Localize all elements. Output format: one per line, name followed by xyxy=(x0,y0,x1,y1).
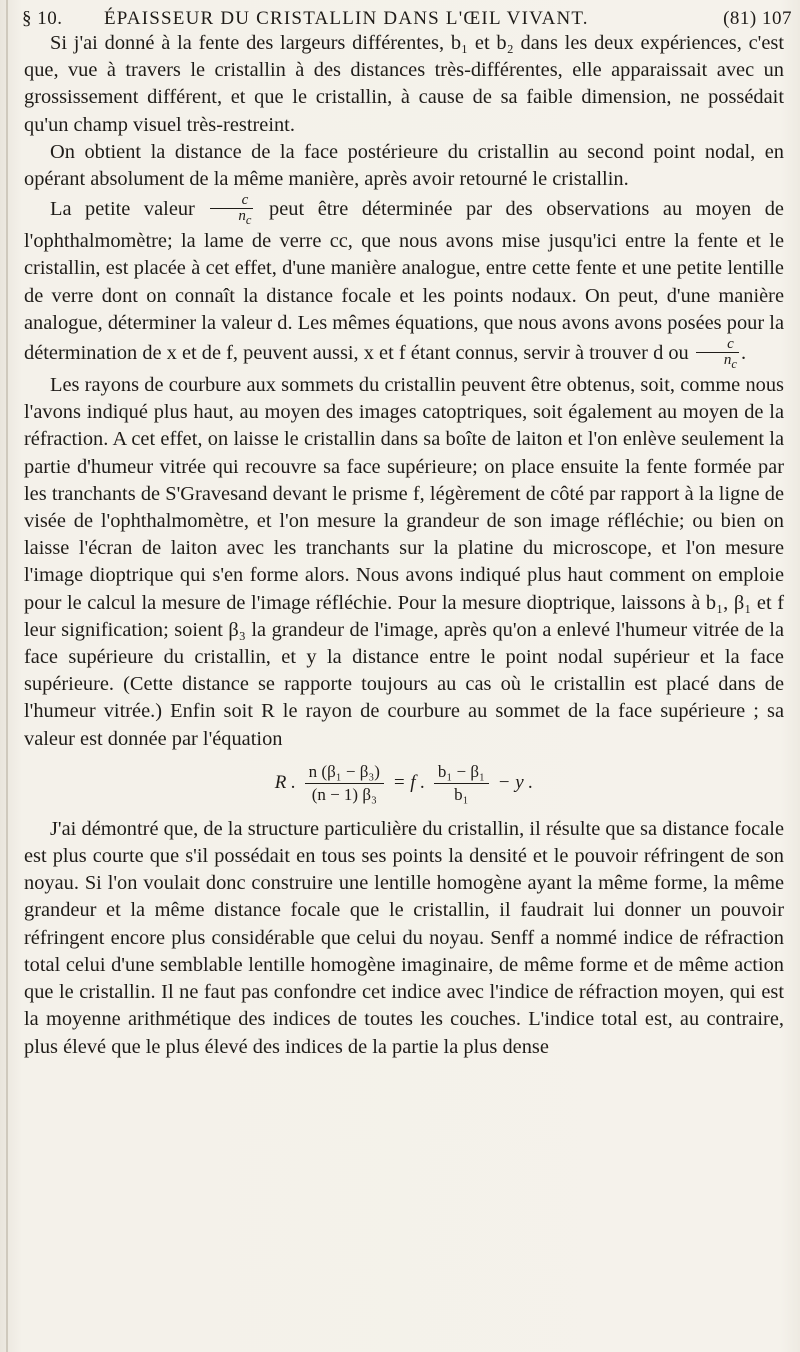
fraction-denominator-2 xyxy=(696,353,739,372)
curvature-equation xyxy=(24,761,784,806)
equation-fraction-1-num: n (β₁ − β₃) xyxy=(305,761,384,784)
fraction-den-subscript: c xyxy=(245,213,252,228)
equation-fraction-2 xyxy=(434,761,489,806)
fraction-den-subscript-2: c xyxy=(731,357,737,372)
body-text xyxy=(24,30,784,1061)
running-title: ÉPAISSEUR DU CRISTALLIN DANS L'ŒIL VIVANT. xyxy=(104,8,589,29)
fraction-numerator: c xyxy=(210,193,253,209)
equation-fraction-2-num: b₁ − β₁ xyxy=(434,761,489,784)
equation-fraction-1 xyxy=(305,761,384,806)
paragraph-5: J'ai démontré que, de la structure particulière du cristallin, il résulte que sa distance focale est plus courte que s'il possédait en tous ses points la densité et le pouvoir réfringent de son noyau. Si l'on voulait donc construire une lentille homogène ayant la même forme, la même grandeur et la même distance focale que le cristallin, il faudrait lui donner un pouvoir réfringent encore plus considérable que celui du noyau. Senff a nommé indice de réfraction total celui d'une semblable lentille homogène imaginaire, de même forme et de même action que le cristallin. Il ne faut pas confondre cet indice avec l'indice de réfraction moyen, qui est la moyenne arithmétique des indices de toutes les couches. L'indice total est, au contraire, plus élevé que le plus élevé des indices de la partie la plus dense xyxy=(24,817,784,1058)
fraction-c-over-nc xyxy=(210,193,253,228)
paragraph-3-end: . xyxy=(740,342,747,365)
paragraph-2: On obtient la distance de la face postérieure du cristallin au second point nodal, en opérant absolument de la même manière, après avoir retourné le cristallin. xyxy=(24,140,784,191)
equation-fraction-1-den: (n − 1) β₃ xyxy=(311,784,377,804)
fraction-c-over-nc-2 xyxy=(696,337,739,372)
fraction-den-main: n xyxy=(238,208,246,225)
fraction-den-main-2: n xyxy=(723,352,732,369)
section-number: § 10. xyxy=(22,8,63,29)
page-gutter xyxy=(6,0,8,1352)
equation-tail: − y . xyxy=(497,771,534,793)
paragraph-3 xyxy=(24,193,784,372)
equation-fraction-2-den: b₁ xyxy=(454,784,469,804)
fraction-denominator xyxy=(210,209,253,228)
paragraph-1: Si j'ai donné à la fente des largeurs différentes, b₁ et b₂ dans les deux expériences, c'est que, vue à travers le cristallin à des distances très-différentes, elle apparaissait avec un grossissement différent, et que le cristallin, à cause de sa faible dimension, ne possédait qu'un champ visuel très-restreint. xyxy=(24,32,784,136)
equation-equals: = f . xyxy=(392,771,426,793)
paragraph-4: Les rayons de courbure aux sommets du cristallin peuvent être obtenus, soit, comme nous l'avons indiqué plus haut, au moyen des images catoptriques, soit également au moyen de la réfraction. A cet effet, on laisse le cristallin dans sa boîte de laiton et l'on enlève seulement la partie d'humeur vitrée qui recouvre sa face supérieure; on place ensuite la fente formée par les tranchants de S'Gravesand devant le prisme f, légèrement de côté par rapport à la ligne de visée de l'ophthalmomètre, et l'on mesure la grandeur de son image réfléchie; ou bien on laisse l'écran de laiton avec les tranchants sur la platine du microscope, et l'on mesure l'image dioptrique qui s'en forme alors. Nous avons indiqué plus haut comment on emploie pour le calcul la mesure de l'image réfléchie. Pour la mesure dioptrique, laissons à b₁, β₁ et f leur signification; soient β₃ la grandeur de l'image, après qu'on a enlevé l'humeur vitrée de la face supérieure du cristallin, et y la distance entre le point nodal supérieur et la face supérieure. (Cette distance se rapporte toujours au cas où le cristallin est placé dans de l'humeur vitrée.) Enfin soit R le rayon de courbure au sommet de la face supérieure ; sa valeur est donnée par l'équation xyxy=(24,374,784,750)
paragraph-3-body: peut être déterminée par des observations au moyen de l'ophthalmomètre; la lame de verre cc, que nous avons mise jusqu'ici entre la fente et le cristallin, est placée à cet effet, d'une manière analogue, entre cette fente et une petite lentille de verre dont on connaît la distance focale et les points nodaux. On peut, d'une manière analogue, déterminer la valeur d. Les mêmes équations, que nous avons avons posées pour la détermination de x et de f, peuvent aussi, x et f étant connus, servir à trouver d ou xyxy=(24,198,784,365)
equation-lhs: R . xyxy=(274,771,296,793)
fraction-numerator-2: c xyxy=(696,337,739,353)
page-number: (81) 107 xyxy=(723,8,792,29)
paragraph-3-start: La petite valeur xyxy=(50,198,195,221)
